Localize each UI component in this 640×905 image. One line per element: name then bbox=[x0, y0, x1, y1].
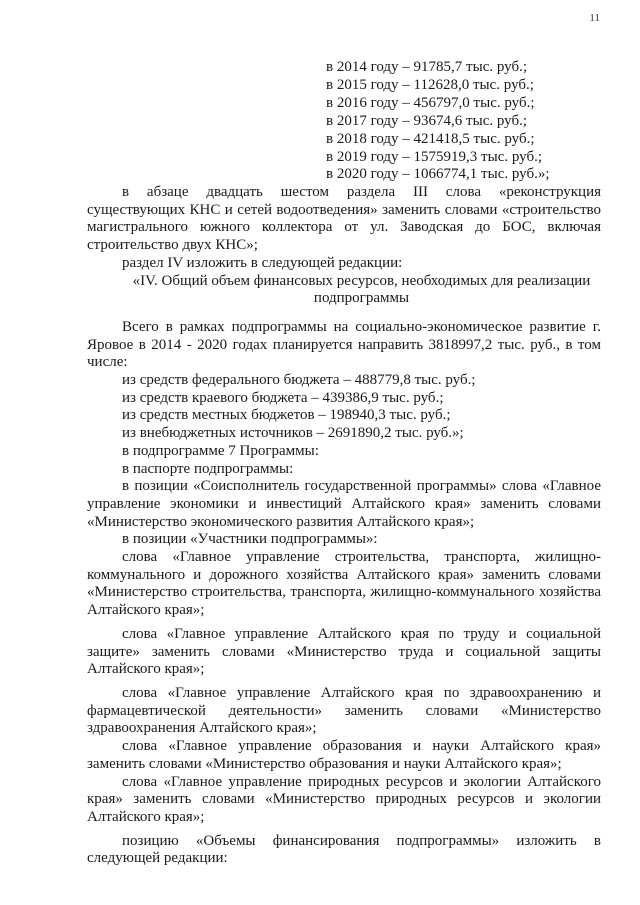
paragraph: слова «Главное управление природных ресурсов и экологии Алтайского края» заменить словами «Министерство природных ресурсов и экологии Алтайского края»; bbox=[87, 773, 601, 825]
paragraph: в позиции «Соисполнитель государственной программы» слова «Главное управление экономики и инвестиций Алтайского края» заменить словами «Министерство экономического развития Алтайского края»; bbox=[87, 478, 601, 530]
funding-source-line: из средств федерального бюджета – 488779,8 тыс. руб.; bbox=[122, 372, 476, 389]
year-line: в 2018 году – 421418,5 тыс. руб.; bbox=[326, 130, 535, 147]
section-title: «IV. Общий объем финансовых ресурсов, необходимых для реализации подпрограммы bbox=[132, 272, 591, 307]
funding-source-line: из внебюджетных источников – 2691890,2 тыс. руб.»; bbox=[122, 425, 464, 442]
paragraph: раздел IV изложить в следующей редакции: bbox=[122, 254, 403, 271]
paragraph: в позиции «Участники подпрограммы»: bbox=[122, 531, 378, 548]
paragraph: в подпрограмме 7 Программы: bbox=[122, 442, 319, 459]
paragraph: Всего в рамках подпрограммы на социально-экономическое развитие г. Яровое в 2014 - 2020 годах планируется направить 3818997,2 тыс. руб., в том числе: bbox=[87, 318, 601, 371]
year-line: в 2017 году – 93674,6 тыс. руб.; bbox=[326, 112, 528, 129]
year-line: в 2020 году – 1066774,1 тыс. руб.»; bbox=[326, 166, 550, 183]
funding-source-line: из средств местных бюджетов – 198940,3 тыс. руб.; bbox=[122, 407, 451, 424]
paragraph: в абзаце двадцать шестом раздела III слова «реконструкция существующих КНС и сетей водоотведения» заменить словами «строительство магистрального южного коллектора от ул. Заводская до БОС, включая строительство двух КНС»; bbox=[87, 184, 601, 254]
paragraph: слова «Главное управление Алтайского края по труду и социальной защите» заменить словами «Министерство труда и социальной защиты Алтайского края»; bbox=[87, 625, 601, 678]
paragraph: слова «Главное управление Алтайского края по здравоохранению и фармацевтической деятельности» заменить словами «Министерство здравоохранения Алтайского края»; bbox=[87, 684, 601, 737]
paragraph: слова «Главное управление строительства, транспорта, жилищно-коммунального и дорожного хозяйства Алтайского края» заменить словами «Министерство строительства, транспорта, жилищно-коммунального хозяйства Алтайского края»; bbox=[87, 549, 601, 619]
paragraph: слова «Главное управление образования и науки Алтайского края» заменить словами «Министерство образования и науки Алтайского края»; bbox=[87, 738, 601, 772]
paragraph: позицию «Объемы финансирования подпрограммы» изложить в следующей редакции: bbox=[87, 832, 601, 867]
paragraph: в паспорте подпрограммы: bbox=[122, 460, 294, 477]
year-line: в 2019 году – 1575919,3 тыс. руб.; bbox=[326, 148, 543, 165]
year-line: в 2016 году – 456797,0 тыс. руб.; bbox=[326, 94, 535, 111]
funding-source-line: из средств краевого бюджета – 439386,9 тыс. руб.; bbox=[122, 389, 444, 406]
document-body bbox=[87, 184, 601, 868]
yearly-funding-list bbox=[326, 59, 550, 184]
year-line: в 2015 году – 112628,0 тыс. руб.; bbox=[326, 76, 534, 93]
page-number: 11 bbox=[589, 12, 600, 24]
year-line: в 2014 году – 91785,7 тыс. руб.; bbox=[326, 59, 528, 75]
